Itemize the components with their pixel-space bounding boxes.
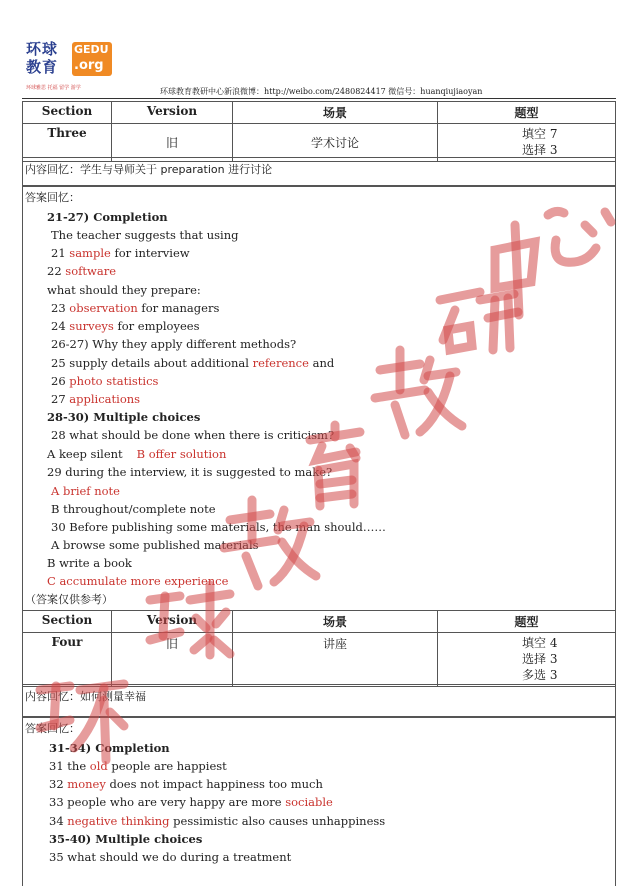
section3-type-item: 填空 7 bbox=[522, 127, 558, 141]
section4-name: Four bbox=[23, 633, 112, 687]
q29-option-a: A brief note bbox=[51, 484, 120, 498]
section4-version: 旧 bbox=[112, 633, 233, 687]
logo-slogan: 环球雅思 托福 留学 游学 bbox=[26, 85, 81, 91]
section3-scene: 学术讨论 bbox=[233, 124, 438, 162]
logo-org-text: .org bbox=[74, 58, 104, 73]
section4-answer-title: 答案回忆： bbox=[25, 722, 80, 735]
q24-line: 24 surveys for employees bbox=[51, 319, 200, 333]
intro-line: The teacher suggests that using bbox=[51, 228, 239, 242]
q30-option-c: C accumulate more experience bbox=[47, 574, 229, 588]
section4-col-type: 题型 bbox=[438, 611, 616, 633]
q31-34-title: 31-34) Completion bbox=[49, 741, 170, 755]
q33-line: 33 people who are very happy are more sociable bbox=[49, 795, 333, 809]
disclaimer: （答案仅供参考） bbox=[25, 593, 113, 606]
q31-answer: old bbox=[89, 759, 108, 773]
q23-answer: observation bbox=[69, 301, 138, 315]
q21-line: 21 sample for interview bbox=[51, 246, 190, 260]
section4-types bbox=[438, 633, 616, 687]
section4-table bbox=[22, 610, 616, 687]
q28-option-a: A keep silent bbox=[47, 447, 123, 461]
q35-question: 35 what should we do during a treatment bbox=[49, 850, 292, 864]
q35-40-title: 35-40) Multiple choices bbox=[49, 832, 203, 846]
q27-line: 27 applications bbox=[51, 392, 141, 406]
q30-option-b: B write a book bbox=[47, 556, 132, 570]
q28-option-b: B offer solution bbox=[136, 447, 227, 461]
header-info: 环球教育教研中心新浪微博：http://weibo.com/2480824417 微信号：huanqiujiaoyan bbox=[160, 87, 483, 96]
q26-27-question: 26-27) Why they apply different methods? bbox=[51, 337, 297, 351]
section3-content-box bbox=[22, 157, 616, 186]
section4-type-item: 填空 4 bbox=[522, 636, 558, 650]
section4-content-recall: 内容回忆：如何测量幸福 bbox=[25, 690, 146, 703]
section3-version: 旧 bbox=[112, 124, 233, 162]
section3-col-version: Version bbox=[112, 102, 233, 124]
section4-type-item: 选择 3 bbox=[522, 652, 558, 666]
section4-content-box bbox=[22, 684, 616, 717]
q32-answer: money bbox=[67, 777, 106, 791]
section4-col-scene: 场景 bbox=[233, 611, 438, 633]
q26-line: 26 photo statistics bbox=[51, 374, 159, 388]
q29-question: 29 during the interview, it is suggested to make? bbox=[47, 465, 333, 479]
q21-answer: sample bbox=[69, 246, 111, 260]
logo-chinese-text: 环球教育 bbox=[26, 40, 59, 76]
q26-answer: photo statistics bbox=[69, 374, 159, 388]
q25-line: 25 supply details about additional reference and bbox=[51, 356, 335, 370]
prepare-line: what should they prepare: bbox=[47, 283, 201, 297]
section3-type-item: 选择 3 bbox=[522, 143, 558, 157]
q23-line: 23 observation for managers bbox=[51, 301, 220, 315]
q32-line: 32 money does not impact happiness too much bbox=[49, 777, 323, 791]
q24-answer: surveys bbox=[69, 319, 114, 333]
section4-type-item: 多选 3 bbox=[522, 668, 558, 682]
q28-30-title: 28-30) Multiple choices bbox=[47, 410, 201, 424]
section3-name: Three bbox=[23, 124, 112, 162]
section3-answer-box bbox=[22, 186, 616, 610]
section4-answer-box bbox=[22, 717, 616, 886]
q34-answer: negative thinking bbox=[67, 814, 170, 828]
section4-col-section: Section bbox=[23, 611, 112, 633]
q25-answer: reference bbox=[252, 356, 309, 370]
section3-table bbox=[22, 101, 616, 162]
logo-gedu-text: GEDU bbox=[74, 43, 109, 56]
q28-options bbox=[47, 447, 226, 461]
section3-content-recall: 内容回忆：学生与导师关于 preparation 进行讨论 bbox=[25, 163, 273, 176]
q29-option-b: B throughout/complete note bbox=[51, 502, 216, 516]
section4-col-version: Version bbox=[112, 611, 233, 633]
q34-line: 34 negative thinking pessimistic also causes unhappiness bbox=[49, 814, 386, 828]
q30-option-a: A browse some published materials bbox=[51, 538, 259, 552]
q21-27-title: 21-27) Completion bbox=[47, 210, 168, 224]
section4-scene: 讲座 bbox=[233, 633, 438, 687]
section3-col-scene: 场景 bbox=[233, 102, 438, 124]
q22-answer: software bbox=[65, 264, 117, 278]
section3-col-type: 题型 bbox=[438, 102, 616, 124]
header-divider bbox=[22, 98, 616, 99]
gedu-logo bbox=[26, 40, 116, 96]
q30-question: 30 Before publishing some materials, the man should…… bbox=[51, 520, 386, 534]
q28-question: 28 what should be done when there is criticism? bbox=[51, 428, 335, 442]
q31-line: 31 the old people are happiest bbox=[49, 759, 227, 773]
section3-types bbox=[438, 124, 616, 162]
q33-answer: sociable bbox=[285, 795, 333, 809]
q22-line: 22 software bbox=[47, 264, 117, 278]
section3-col-section: Section bbox=[23, 102, 112, 124]
section3-answer-title: 答案回忆： bbox=[25, 191, 80, 204]
q27-answer: applications bbox=[69, 392, 141, 406]
